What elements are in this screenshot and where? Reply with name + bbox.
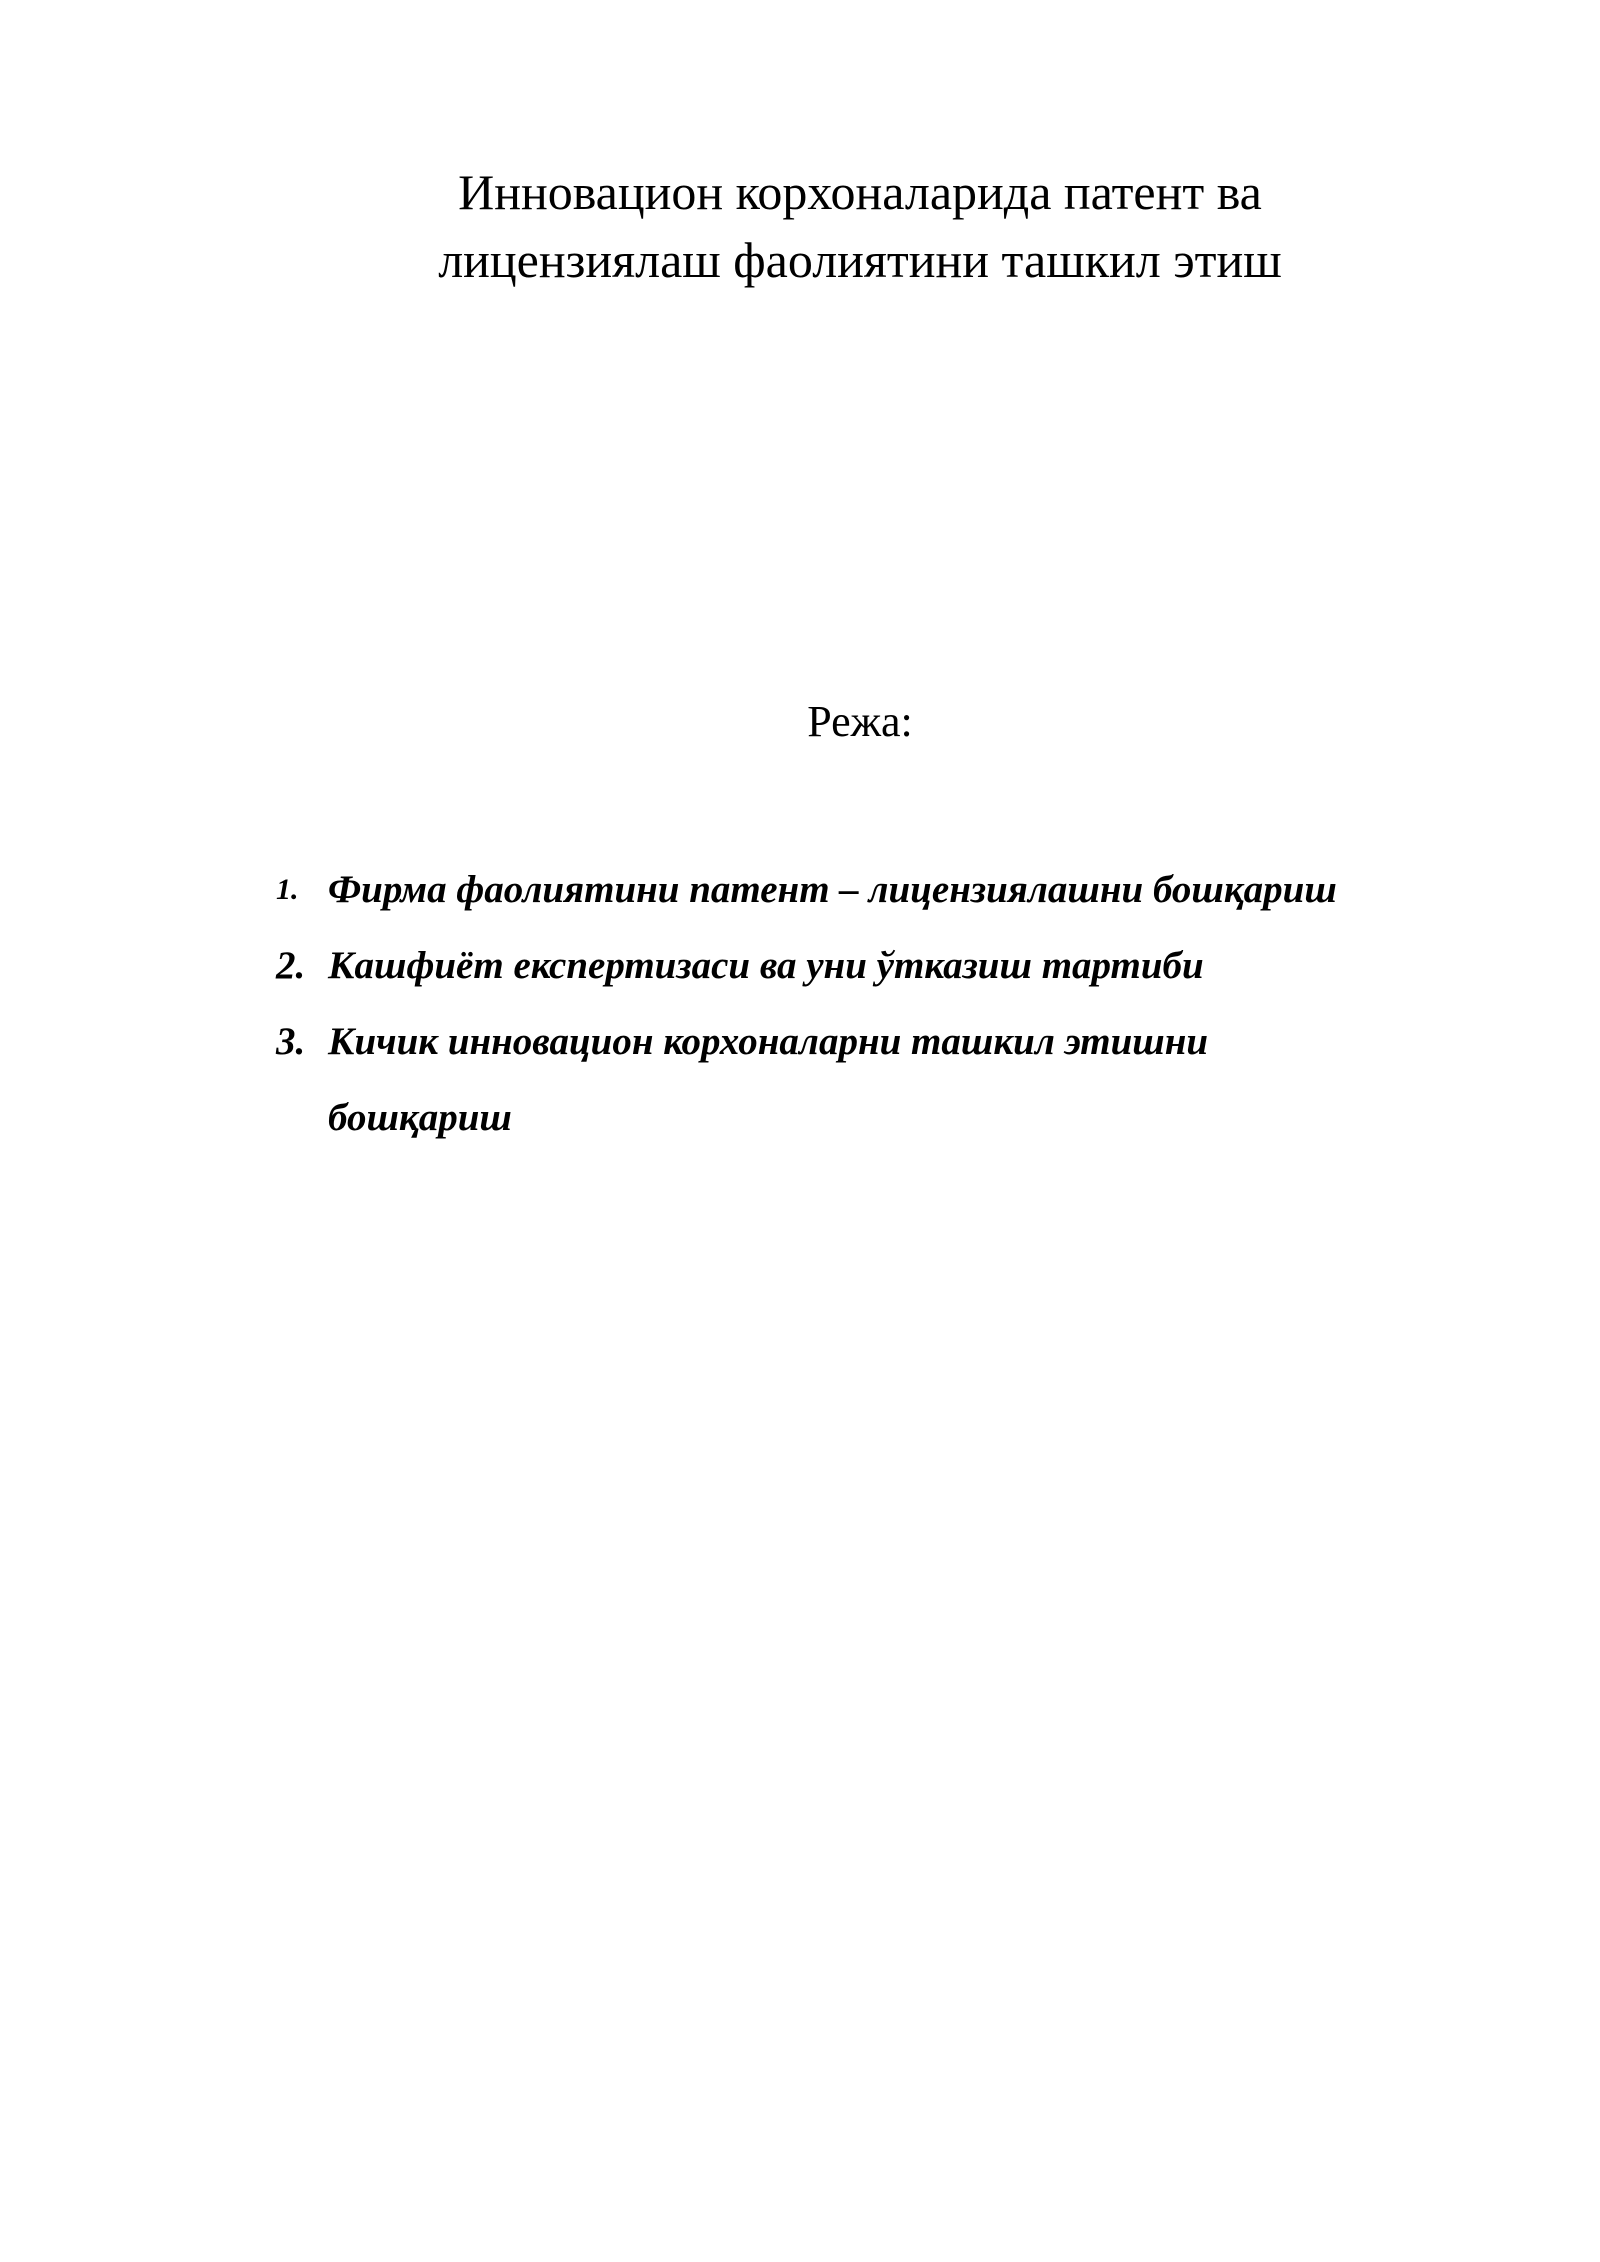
plan-item-number: 1.: [276, 873, 299, 906]
plan-item-text: Кичик инновацион корхоналарни ташкил этишни бошқариш: [328, 1020, 1209, 1139]
plan-item-number: 2.: [276, 944, 306, 987]
title-line-1: Инновацион корхоналарида патент ва: [458, 164, 1262, 220]
plan-list: [276, 852, 1496, 1156]
plan-item-2: [276, 928, 1496, 1004]
document-title: [290, 158, 1430, 294]
plan-item-3: [276, 1004, 1496, 1156]
title-line-2: лицензиялаш фаолиятини ташкил этиш: [438, 232, 1282, 288]
plan-heading: Режа:: [807, 697, 913, 746]
plan-item-text: Фирма фаолиятини патент – лицензиялашни бошқариш: [328, 868, 1337, 911]
plan-item-text: Кашфиёт експертизаси ва уни ўтказиш тартиби: [328, 944, 1204, 987]
plan-item-number: 3.: [276, 1020, 306, 1063]
plan-item-1: [276, 852, 1496, 928]
